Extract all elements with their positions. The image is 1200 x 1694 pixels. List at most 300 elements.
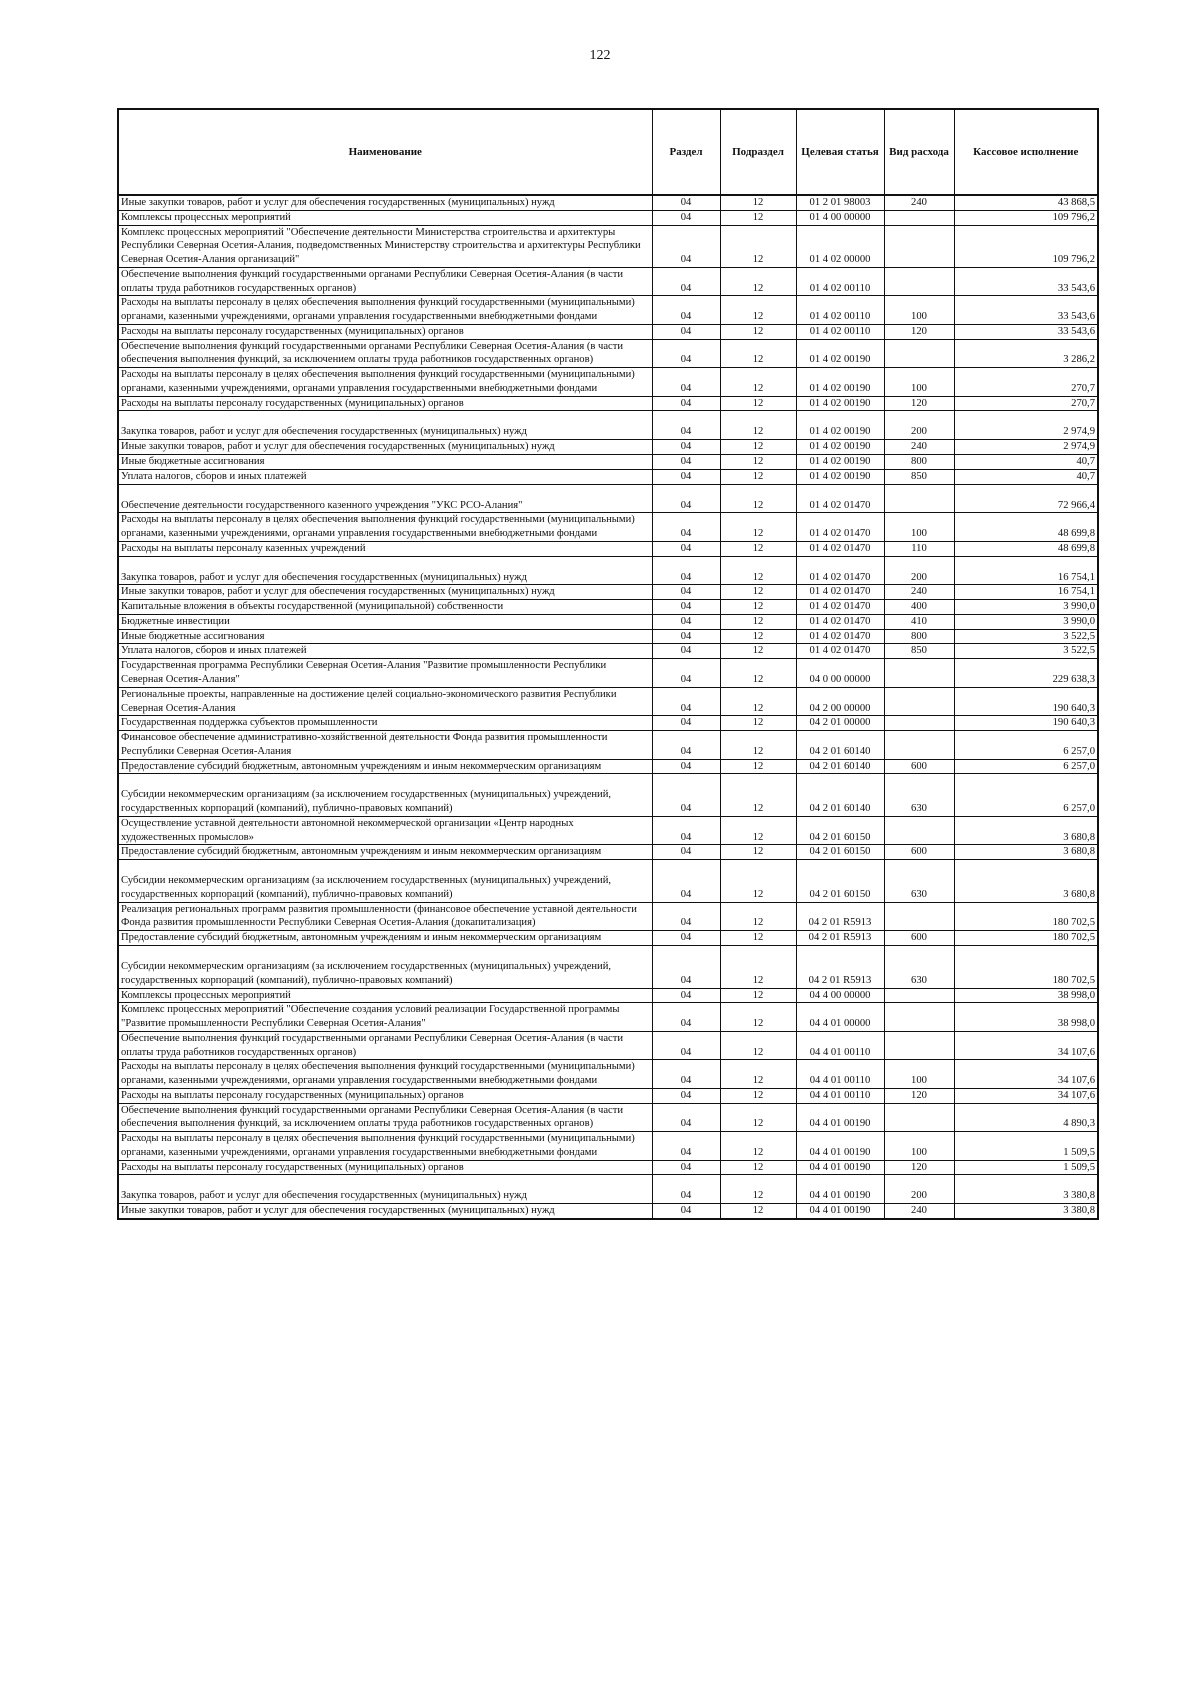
table-row <box>118 629 1098 644</box>
cell-section: 04 <box>652 931 720 946</box>
cell-section: 04 <box>652 759 720 774</box>
cell-kind: 120 <box>884 1088 954 1103</box>
cell-section: 04 <box>652 945 720 988</box>
cell-amount: 3 990,0 <box>954 614 1098 629</box>
cell-name: Региональные проекты, направленные на достижение целей социально-экономического развития Республики Северная Осетия-Алания <box>118 687 652 716</box>
cell-name: Расходы на выплаты персоналу государственных (муниципальных) органов <box>118 324 652 339</box>
cell-target: 04 4 01 00110 <box>796 1060 884 1089</box>
cell-subsection: 12 <box>720 945 796 988</box>
cell-amount: 72 966,4 <box>954 484 1098 513</box>
cell-name: Предоставление субсидий бюджетным, автономным учреждениям и иным некоммерческим организациям <box>118 845 652 860</box>
cell-name: Обеспечение выполнения функций государственными органами Республики Северная Осетия-Алания (в части обеспечения выполнения функций, за исключением оплаты труда работников государственных органов) <box>118 1103 652 1132</box>
cell-kind: 630 <box>884 945 954 988</box>
cell-section: 04 <box>652 440 720 455</box>
cell-subsection: 12 <box>720 774 796 817</box>
cell-amount: 34 107,6 <box>954 1031 1098 1060</box>
cell-target: 04 4 01 00190 <box>796 1175 884 1204</box>
cell-amount: 270,7 <box>954 396 1098 411</box>
cell-name: Комплекс процессных мероприятий "Обеспечение создания условий реализации Государственной программы "Развитие промышленности Республики Северная Осетия-Алания" <box>118 1003 652 1032</box>
cell-name: Расходы на выплаты персоналу в целях обеспечения выполнения функций государственными (муниципальными) органами, казенными учреждениями, органами управления государственными внебюджетными фондами <box>118 296 652 325</box>
cell-name: Государственная поддержка субъектов промышленности <box>118 716 652 731</box>
cell-name: Обеспечение выполнения функций государственными органами Республики Северная Осетия-Алания (в части оплаты труда работников государственных органов) <box>118 1031 652 1060</box>
cell-subsection: 12 <box>720 339 796 368</box>
cell-target: 01 4 02 00110 <box>796 267 884 296</box>
cell-target: 04 4 01 00190 <box>796 1132 884 1161</box>
cell-subsection: 12 <box>720 225 796 267</box>
cell-name: Закупка товаров, работ и услуг для обеспечения государственных (муниципальных) нужд <box>118 556 652 585</box>
cell-section: 04 <box>652 541 720 556</box>
cell-section: 04 <box>652 1060 720 1089</box>
cell-amount: 38 998,0 <box>954 988 1098 1003</box>
cell-kind <box>884 210 954 225</box>
cell-kind <box>884 267 954 296</box>
cell-target: 01 4 02 01470 <box>796 556 884 585</box>
cell-subsection: 12 <box>720 931 796 946</box>
cell-subsection: 12 <box>720 556 796 585</box>
table-row <box>118 731 1098 760</box>
cell-target: 01 4 02 01470 <box>796 600 884 615</box>
cell-name: Расходы на выплаты персоналу казенных учреждений <box>118 541 652 556</box>
cell-section: 04 <box>652 988 720 1003</box>
table-row <box>118 440 1098 455</box>
cell-name: Финансовое обеспечение административно-хозяйственной деятельности Фонда развития промышленности Республики Северная Осетия-Алания <box>118 731 652 760</box>
cell-section: 04 <box>652 411 720 440</box>
cell-target: 04 4 01 00190 <box>796 1204 884 1219</box>
cell-kind: 100 <box>884 368 954 397</box>
cell-section: 04 <box>652 600 720 615</box>
table-row <box>118 225 1098 267</box>
table-row <box>118 1204 1098 1219</box>
cell-section: 04 <box>652 469 720 484</box>
cell-section: 04 <box>652 556 720 585</box>
cell-subsection: 12 <box>720 902 796 931</box>
cell-subsection: 12 <box>720 585 796 600</box>
table-row <box>118 600 1098 615</box>
cell-subsection: 12 <box>720 440 796 455</box>
cell-amount: 33 543,6 <box>954 267 1098 296</box>
cell-target: 04 2 01 R5913 <box>796 931 884 946</box>
cell-name: Иные закупки товаров, работ и услуг для обеспечения государственных (муниципальных) нужд <box>118 440 652 455</box>
cell-section: 04 <box>652 210 720 225</box>
cell-amount: 3 680,8 <box>954 845 1098 860</box>
table-row <box>118 716 1098 731</box>
table-row <box>118 267 1098 296</box>
cell-amount: 1 509,5 <box>954 1160 1098 1175</box>
cell-kind: 800 <box>884 455 954 470</box>
cell-amount: 3 990,0 <box>954 600 1098 615</box>
cell-section: 04 <box>652 659 720 688</box>
cell-name: Обеспечение выполнения функций государственными органами Республики Северная Осетия-Алания (в части обеспечения выполнения функций, за исключением оплаты труда работников государственных органов) <box>118 339 652 368</box>
table-row <box>118 1132 1098 1161</box>
cell-amount: 3 380,8 <box>954 1175 1098 1204</box>
table-row <box>118 931 1098 946</box>
cell-amount: 3 680,8 <box>954 860 1098 903</box>
table-row <box>118 860 1098 903</box>
cell-subsection: 12 <box>720 988 796 1003</box>
table-row <box>118 644 1098 659</box>
cell-target: 04 2 01 60140 <box>796 774 884 817</box>
cell-name: Государственная программа Республики Северная Осетия-Алания "Развитие промышленности Республики Северная Осетия-Алания" <box>118 659 652 688</box>
cell-kind <box>884 731 954 760</box>
table-row <box>118 816 1098 845</box>
cell-name: Расходы на выплаты персоналу государственных (муниципальных) органов <box>118 1160 652 1175</box>
table-row <box>118 759 1098 774</box>
cell-subsection: 12 <box>720 629 796 644</box>
header-section: Раздел <box>652 109 720 195</box>
cell-target: 04 2 01 R5913 <box>796 902 884 931</box>
cell-target: 01 4 02 00190 <box>796 396 884 411</box>
cell-subsection: 12 <box>720 210 796 225</box>
cell-kind: 120 <box>884 1160 954 1175</box>
cell-section: 04 <box>652 644 720 659</box>
cell-amount: 48 699,8 <box>954 541 1098 556</box>
cell-name: Расходы на выплаты персоналу в целях обеспечения выполнения функций государственными (муниципальными) органами, казенными учреждениями, органами управления государственными внебюджетными фондами <box>118 368 652 397</box>
cell-amount: 3 522,5 <box>954 644 1098 659</box>
cell-section: 04 <box>652 339 720 368</box>
header-amount: Кассовое исполнение <box>954 109 1098 195</box>
cell-amount: 34 107,6 <box>954 1088 1098 1103</box>
cell-name: Закупка товаров, работ и услуг для обеспечения государственных (муниципальных) нужд <box>118 1175 652 1204</box>
cell-section: 04 <box>652 1160 720 1175</box>
cell-target: 04 4 01 00190 <box>796 1103 884 1132</box>
table-row <box>118 324 1098 339</box>
cell-kind: 850 <box>884 644 954 659</box>
table-row <box>118 296 1098 325</box>
cell-amount: 6 257,0 <box>954 759 1098 774</box>
cell-name: Иные закупки товаров, работ и услуг для обеспечения государственных (муниципальных) нужд <box>118 585 652 600</box>
cell-amount: 40,7 <box>954 469 1098 484</box>
table-row <box>118 1003 1098 1032</box>
cell-subsection: 12 <box>720 1003 796 1032</box>
cell-amount: 34 107,6 <box>954 1060 1098 1089</box>
cell-target: 01 2 01 98003 <box>796 195 884 210</box>
cell-subsection: 12 <box>720 1175 796 1204</box>
cell-kind: 100 <box>884 513 954 542</box>
table-row <box>118 659 1098 688</box>
cell-name: Комплексы процессных мероприятий <box>118 210 652 225</box>
table-row <box>118 210 1098 225</box>
cell-subsection: 12 <box>720 614 796 629</box>
cell-section: 04 <box>652 902 720 931</box>
cell-name: Закупка товаров, работ и услуг для обеспечения государственных (муниципальных) нужд <box>118 411 652 440</box>
table-row <box>118 1160 1098 1175</box>
cell-section: 04 <box>652 687 720 716</box>
cell-target: 01 4 02 00110 <box>796 324 884 339</box>
cell-target: 04 2 01 60140 <box>796 731 884 760</box>
cell-name: Расходы на выплаты персоналу в целях обеспечения выполнения функций государственными (муниципальными) органами, казенными учреждениями, органами управления государственными внебюджетными фондами <box>118 1132 652 1161</box>
cell-target: 04 2 01 60140 <box>796 759 884 774</box>
cell-kind: 630 <box>884 774 954 817</box>
cell-target: 04 0 00 00000 <box>796 659 884 688</box>
cell-kind <box>884 225 954 267</box>
cell-subsection: 12 <box>720 759 796 774</box>
table-row <box>118 339 1098 368</box>
cell-amount: 3 286,2 <box>954 339 1098 368</box>
table-row <box>118 1031 1098 1060</box>
cell-name: Иные закупки товаров, работ и услуг для обеспечения государственных (муниципальных) нужд <box>118 1204 652 1219</box>
table-header-row <box>118 109 1098 195</box>
table-row <box>118 1103 1098 1132</box>
cell-section: 04 <box>652 1204 720 1219</box>
cell-section: 04 <box>652 845 720 860</box>
cell-amount: 1 509,5 <box>954 1132 1098 1161</box>
cell-section: 04 <box>652 484 720 513</box>
header-subsection: Подраздел <box>720 109 796 195</box>
cell-amount: 48 699,8 <box>954 513 1098 542</box>
cell-kind <box>884 1003 954 1032</box>
cell-target: 04 4 01 00000 <box>796 1003 884 1032</box>
cell-amount: 38 998,0 <box>954 1003 1098 1032</box>
cell-target: 04 4 00 00000 <box>796 988 884 1003</box>
cell-section: 04 <box>652 396 720 411</box>
cell-amount: 33 543,6 <box>954 296 1098 325</box>
table-row <box>118 902 1098 931</box>
cell-target: 01 4 02 00190 <box>796 339 884 368</box>
cell-amount: 180 702,5 <box>954 931 1098 946</box>
cell-target: 01 4 02 01470 <box>796 513 884 542</box>
cell-kind <box>884 1031 954 1060</box>
cell-subsection: 12 <box>720 411 796 440</box>
cell-name: Иные бюджетные ассигнования <box>118 455 652 470</box>
cell-subsection: 12 <box>720 296 796 325</box>
cell-section: 04 <box>652 296 720 325</box>
cell-kind: 800 <box>884 629 954 644</box>
cell-section: 04 <box>652 585 720 600</box>
cell-section: 04 <box>652 1031 720 1060</box>
cell-amount: 33 543,6 <box>954 324 1098 339</box>
table-row <box>118 1088 1098 1103</box>
cell-target: 01 4 02 00190 <box>796 411 884 440</box>
cell-name: Уплата налогов, сборов и иных платежей <box>118 644 652 659</box>
cell-subsection: 12 <box>720 731 796 760</box>
cell-section: 04 <box>652 513 720 542</box>
header-name: Наименование <box>118 109 652 195</box>
cell-kind: 600 <box>884 845 954 860</box>
cell-target: 01 4 02 01470 <box>796 484 884 513</box>
cell-subsection: 12 <box>720 860 796 903</box>
cell-subsection: 12 <box>720 396 796 411</box>
cell-subsection: 12 <box>720 659 796 688</box>
cell-section: 04 <box>652 455 720 470</box>
cell-kind: 240 <box>884 195 954 210</box>
cell-target: 01 4 02 00000 <box>796 225 884 267</box>
cell-kind: 400 <box>884 600 954 615</box>
cell-kind <box>884 988 954 1003</box>
cell-section: 04 <box>652 195 720 210</box>
table-row <box>118 513 1098 542</box>
cell-subsection: 12 <box>720 1103 796 1132</box>
cell-section: 04 <box>652 267 720 296</box>
cell-subsection: 12 <box>720 716 796 731</box>
table-row <box>118 411 1098 440</box>
cell-kind <box>884 1103 954 1132</box>
table-row <box>118 469 1098 484</box>
cell-section: 04 <box>652 1132 720 1161</box>
cell-section: 04 <box>652 860 720 903</box>
cell-target: 04 2 01 60150 <box>796 860 884 903</box>
cell-target: 01 4 02 01470 <box>796 585 884 600</box>
cell-target: 01 4 02 00190 <box>796 368 884 397</box>
cell-target: 01 4 00 00000 <box>796 210 884 225</box>
table-row <box>118 614 1098 629</box>
cell-name: Расходы на выплаты персоналу в целях обеспечения выполнения функций государственными (муниципальными) органами, казенными учреждениями, органами управления государственными внебюджетными фондами <box>118 1060 652 1089</box>
cell-target: 04 2 01 R5913 <box>796 945 884 988</box>
cell-subsection: 12 <box>720 324 796 339</box>
cell-name: Расходы на выплаты персоналу в целях обеспечения выполнения функций государственными (муниципальными) органами, казенными учреждениями, органами управления государственными внебюджетными фондами <box>118 513 652 542</box>
page-number: 122 <box>589 48 611 63</box>
table-row <box>118 368 1098 397</box>
cell-kind: 200 <box>884 556 954 585</box>
cell-subsection: 12 <box>720 368 796 397</box>
cell-target: 04 2 01 60150 <box>796 845 884 860</box>
cell-name: Расходы на выплаты персоналу государственных (муниципальных) органов <box>118 1088 652 1103</box>
table-row <box>118 556 1098 585</box>
cell-target: 01 4 02 00110 <box>796 296 884 325</box>
cell-name: Уплата налогов, сборов и иных платежей <box>118 469 652 484</box>
cell-name: Субсидии некоммерческим организациям (за исключением государственных (муниципальных) учреждений, государственных корпораций (компаний), публично-правовых компаний) <box>118 860 652 903</box>
cell-section: 04 <box>652 1175 720 1204</box>
cell-amount: 180 702,5 <box>954 945 1098 988</box>
cell-section: 04 <box>652 629 720 644</box>
cell-name: Обеспечение деятельности государственного казенного учреждения "УКС РСО-Алания" <box>118 484 652 513</box>
table-row <box>118 687 1098 716</box>
cell-target: 01 4 02 01470 <box>796 614 884 629</box>
cell-name: Обеспечение выполнения функций государственными органами Республики Северная Осетия-Алания (в части оплаты труда работников государственных органов) <box>118 267 652 296</box>
cell-subsection: 12 <box>720 1088 796 1103</box>
cell-amount: 3 680,8 <box>954 816 1098 845</box>
cell-kind: 240 <box>884 440 954 455</box>
cell-target: 04 4 01 00110 <box>796 1088 884 1103</box>
cell-subsection: 12 <box>720 513 796 542</box>
cell-subsection: 12 <box>720 1031 796 1060</box>
cell-kind <box>884 816 954 845</box>
cell-name: Комплексы процессных мероприятий <box>118 988 652 1003</box>
cell-name: Бюджетные инвестиции <box>118 614 652 629</box>
table-row <box>118 396 1098 411</box>
cell-amount: 2 974,9 <box>954 411 1098 440</box>
cell-amount: 6 257,0 <box>954 774 1098 817</box>
cell-kind: 110 <box>884 541 954 556</box>
cell-kind <box>884 339 954 368</box>
table-row <box>118 945 1098 988</box>
cell-subsection: 12 <box>720 455 796 470</box>
cell-subsection: 12 <box>720 267 796 296</box>
header-kind: Вид расхода <box>884 109 954 195</box>
cell-amount: 6 257,0 <box>954 731 1098 760</box>
cell-amount: 3 380,8 <box>954 1204 1098 1219</box>
cell-target: 04 2 01 00000 <box>796 716 884 731</box>
cell-subsection: 12 <box>720 484 796 513</box>
cell-kind: 100 <box>884 1132 954 1161</box>
cell-target: 01 4 02 01470 <box>796 629 884 644</box>
table-row <box>118 988 1098 1003</box>
cell-amount: 3 522,5 <box>954 629 1098 644</box>
cell-subsection: 12 <box>720 1132 796 1161</box>
cell-kind <box>884 716 954 731</box>
cell-name: Субсидии некоммерческим организациям (за исключением государственных (муниципальных) учреждений, государственных корпораций (компаний), публично-правовых компаний) <box>118 774 652 817</box>
cell-section: 04 <box>652 1103 720 1132</box>
cell-subsection: 12 <box>720 469 796 484</box>
cell-kind: 200 <box>884 411 954 440</box>
cell-section: 04 <box>652 225 720 267</box>
cell-name: Иные закупки товаров, работ и услуг для обеспечения государственных (муниципальных) нужд <box>118 195 652 210</box>
table-row <box>118 585 1098 600</box>
cell-section: 04 <box>652 614 720 629</box>
cell-name: Осуществление уставной деятельности автономной некоммерческой организации «Центр народных художественных промыслов» <box>118 816 652 845</box>
cell-subsection: 12 <box>720 1160 796 1175</box>
cell-target: 01 4 02 00190 <box>796 469 884 484</box>
cell-kind: 120 <box>884 324 954 339</box>
cell-amount: 190 640,3 <box>954 687 1098 716</box>
cell-target: 01 4 02 00190 <box>796 440 884 455</box>
cell-kind: 850 <box>884 469 954 484</box>
cell-target: 01 4 02 00190 <box>796 455 884 470</box>
cell-subsection: 12 <box>720 644 796 659</box>
cell-name: Комплекс процессных мероприятий "Обеспечение деятельности Министерства строительства и архитектуры Республики Северная Осетия-Алания, подведомственных Министерству строительства и архитектуры Республики Северная Осетия-Алания организаций" <box>118 225 652 267</box>
cell-kind <box>884 659 954 688</box>
cell-amount: 229 638,3 <box>954 659 1098 688</box>
cell-subsection: 12 <box>720 195 796 210</box>
table-row <box>118 1175 1098 1204</box>
cell-amount: 270,7 <box>954 368 1098 397</box>
cell-subsection: 12 <box>720 816 796 845</box>
cell-amount: 16 754,1 <box>954 585 1098 600</box>
cell-name: Предоставление субсидий бюджетным, автономным учреждениям и иным некоммерческим организациям <box>118 759 652 774</box>
cell-kind: 100 <box>884 296 954 325</box>
cell-kind <box>884 902 954 931</box>
table-row <box>118 845 1098 860</box>
cell-subsection: 12 <box>720 600 796 615</box>
cell-name: Иные бюджетные ассигнования <box>118 629 652 644</box>
cell-kind <box>884 687 954 716</box>
cell-subsection: 12 <box>720 1060 796 1089</box>
table-row <box>118 1060 1098 1089</box>
cell-kind: 100 <box>884 1060 954 1089</box>
cell-subsection: 12 <box>720 1204 796 1219</box>
cell-kind: 630 <box>884 860 954 903</box>
cell-kind: 240 <box>884 1204 954 1219</box>
cell-subsection: 12 <box>720 687 796 716</box>
cell-target: 04 2 01 60150 <box>796 816 884 845</box>
cell-section: 04 <box>652 1003 720 1032</box>
cell-section: 04 <box>652 1088 720 1103</box>
cell-kind: 600 <box>884 759 954 774</box>
cell-amount: 180 702,5 <box>954 902 1098 931</box>
table-row <box>118 774 1098 817</box>
cell-amount: 43 868,5 <box>954 195 1098 210</box>
cell-amount: 190 640,3 <box>954 716 1098 731</box>
cell-name: Субсидии некоммерческим организациям (за исключением государственных (муниципальных) учреждений, государственных корпораций (компаний), публично-правовых компаний) <box>118 945 652 988</box>
cell-amount: 109 796,2 <box>954 225 1098 267</box>
cell-amount: 4 890,3 <box>954 1103 1098 1132</box>
cell-section: 04 <box>652 368 720 397</box>
cell-target: 01 4 02 01470 <box>796 541 884 556</box>
cell-amount: 40,7 <box>954 455 1098 470</box>
table-row <box>118 541 1098 556</box>
cell-amount: 109 796,2 <box>954 210 1098 225</box>
cell-section: 04 <box>652 716 720 731</box>
cell-name: Капитальные вложения в объекты государственной (муниципальной) собственности <box>118 600 652 615</box>
cell-name: Расходы на выплаты персоналу государственных (муниципальных) органов <box>118 396 652 411</box>
cell-kind: 410 <box>884 614 954 629</box>
cell-section: 04 <box>652 774 720 817</box>
cell-target: 04 4 01 00190 <box>796 1160 884 1175</box>
cell-name: Предоставление субсидий бюджетным, автономным учреждениям и иным некоммерческим организациям <box>118 931 652 946</box>
cell-target: 01 4 02 01470 <box>796 644 884 659</box>
cell-section: 04 <box>652 816 720 845</box>
table-row <box>118 455 1098 470</box>
cell-kind <box>884 484 954 513</box>
